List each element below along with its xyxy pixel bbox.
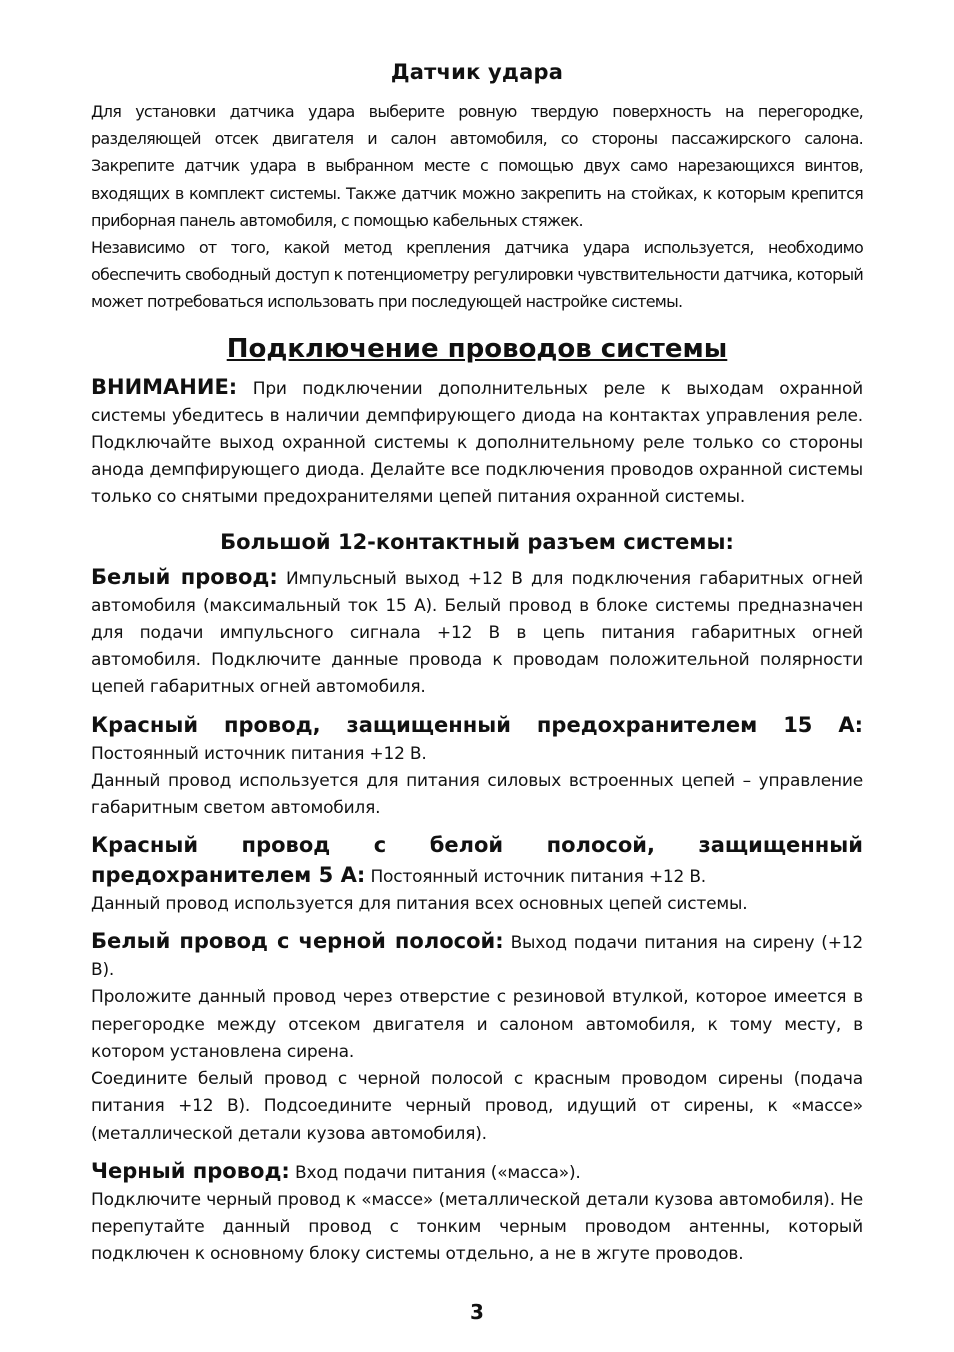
wire-item-paragraph [91, 1158, 863, 1187]
shock-sensor-paragraph-1: Для установки датчика удара выберите ровную твердую поверхность на перегородке, разделяющей отсек двигателя и салон автомобиля, со стороны пассажирского салона. Закрепите датчик удара в выбранном месте с помощью двух само нарезающихся винтов, входящих в комплект системы. Также датчик можно закрепить на стойках, к которым крепится приборная панель автомобиля, с помощью кабельных стяжек. [91, 102, 863, 230]
wiring-heading: Подключение проводов системы [226, 333, 728, 364]
wire-description: Выход подачи питания на сирену (+12 В). [91, 933, 863, 981]
wire-label: Белый провод с черной полосой: [91, 929, 504, 954]
page-number: 3 [470, 1300, 484, 1324]
wire-item-paragraph [91, 564, 863, 702]
wire-item-black [91, 1158, 863, 1269]
wire-item-red-white-5a [91, 832, 863, 918]
wire-item-paragraph [91, 712, 863, 768]
document-page [91, 60, 863, 1269]
wire-item-red-15a [91, 712, 863, 823]
wire-note: Соедините белый провод с черной полосой с красным проводом сирены (подача питания +12 В). Подсоедините черный провод, идущий от сирены, к «массе» (металлической детали кузова автомобиля). [91, 1069, 863, 1144]
wire-description: Постоянный источник питания +12 В. [365, 866, 707, 887]
wire-item-paragraph [91, 928, 863, 984]
connector-heading: Большой 12-контактный разъем системы: [220, 529, 734, 554]
wire-label: Черный провод: [91, 1158, 290, 1183]
wire-item-paragraph [91, 832, 863, 890]
wire-note: Проложите данный провод через отверстие с резиновой втулкой, которое имеется в перегородке между отсеком двигателя и салоном автомобиля, к тому месту, в котором установлена сирена. [91, 987, 863, 1062]
wire-label: Красный провод с белой полосой, защищенный предохранителем 5 А: [91, 833, 863, 887]
wire-label: Красный провод, защищенный предохранителем 15 А: [91, 712, 863, 737]
wire-description: Вход подачи питания («масса»). [289, 1162, 581, 1183]
warning-text: При подключении дополнительных реле к выходам охранной системы убедитесь в наличии демпфирующего диода на контактах управления реле. Подключайте выход охранной системы к дополнительному реле только со стороны анода демпфирующего диода. Делайте все подключения проводов охранной системы только со снятыми предохранителями цепей питания охранной системы. [91, 378, 863, 508]
wire-description: Импульсный выход +12 В для подключения габаритных огней автомобиля (максимальный ток 15 А). Белый провод в блоке системы предназначен для подачи импульсного сигнала +12 В в цепь питания габаритных огней автомобиля. Подключите данные провода к проводам положительной полярности цепей габаритных огней автомобиля. [91, 568, 863, 698]
wire-description: Постоянный источник питания +12 В. [91, 743, 427, 764]
wire-note: Данный провод используется для питания всех основных цепей системы. [91, 893, 748, 914]
wire-item-white-black [91, 928, 863, 1148]
wire-item-white [91, 564, 863, 702]
shock-sensor-paragraph-2: Независимо от того, какой метод крепления датчика удара используется, необходимо обеспечить свободный доступ к потенциометру регулировки чувствительности датчика, который может потребоваться использовать при последующей настройке системы. [91, 238, 863, 312]
wire-label: Белый провод: [91, 564, 278, 589]
wire-note: Подключите черный провод к «массе» (металлической детали кузова автомобиля). Не перепутайте данный провод с тонким черным проводом антенны, который подключен к основному блоку системы отдельно, а не в жгуте проводов. [91, 1189, 863, 1265]
warning-paragraph [91, 374, 863, 512]
shock-sensor-heading: Датчик удара [390, 60, 564, 84]
warning-label: ВНИМАНИЕ: [91, 374, 238, 399]
wire-note: Данный провод используется для питания силовых встроенных цепей – управление габаритным светом автомобиля. [91, 771, 863, 819]
